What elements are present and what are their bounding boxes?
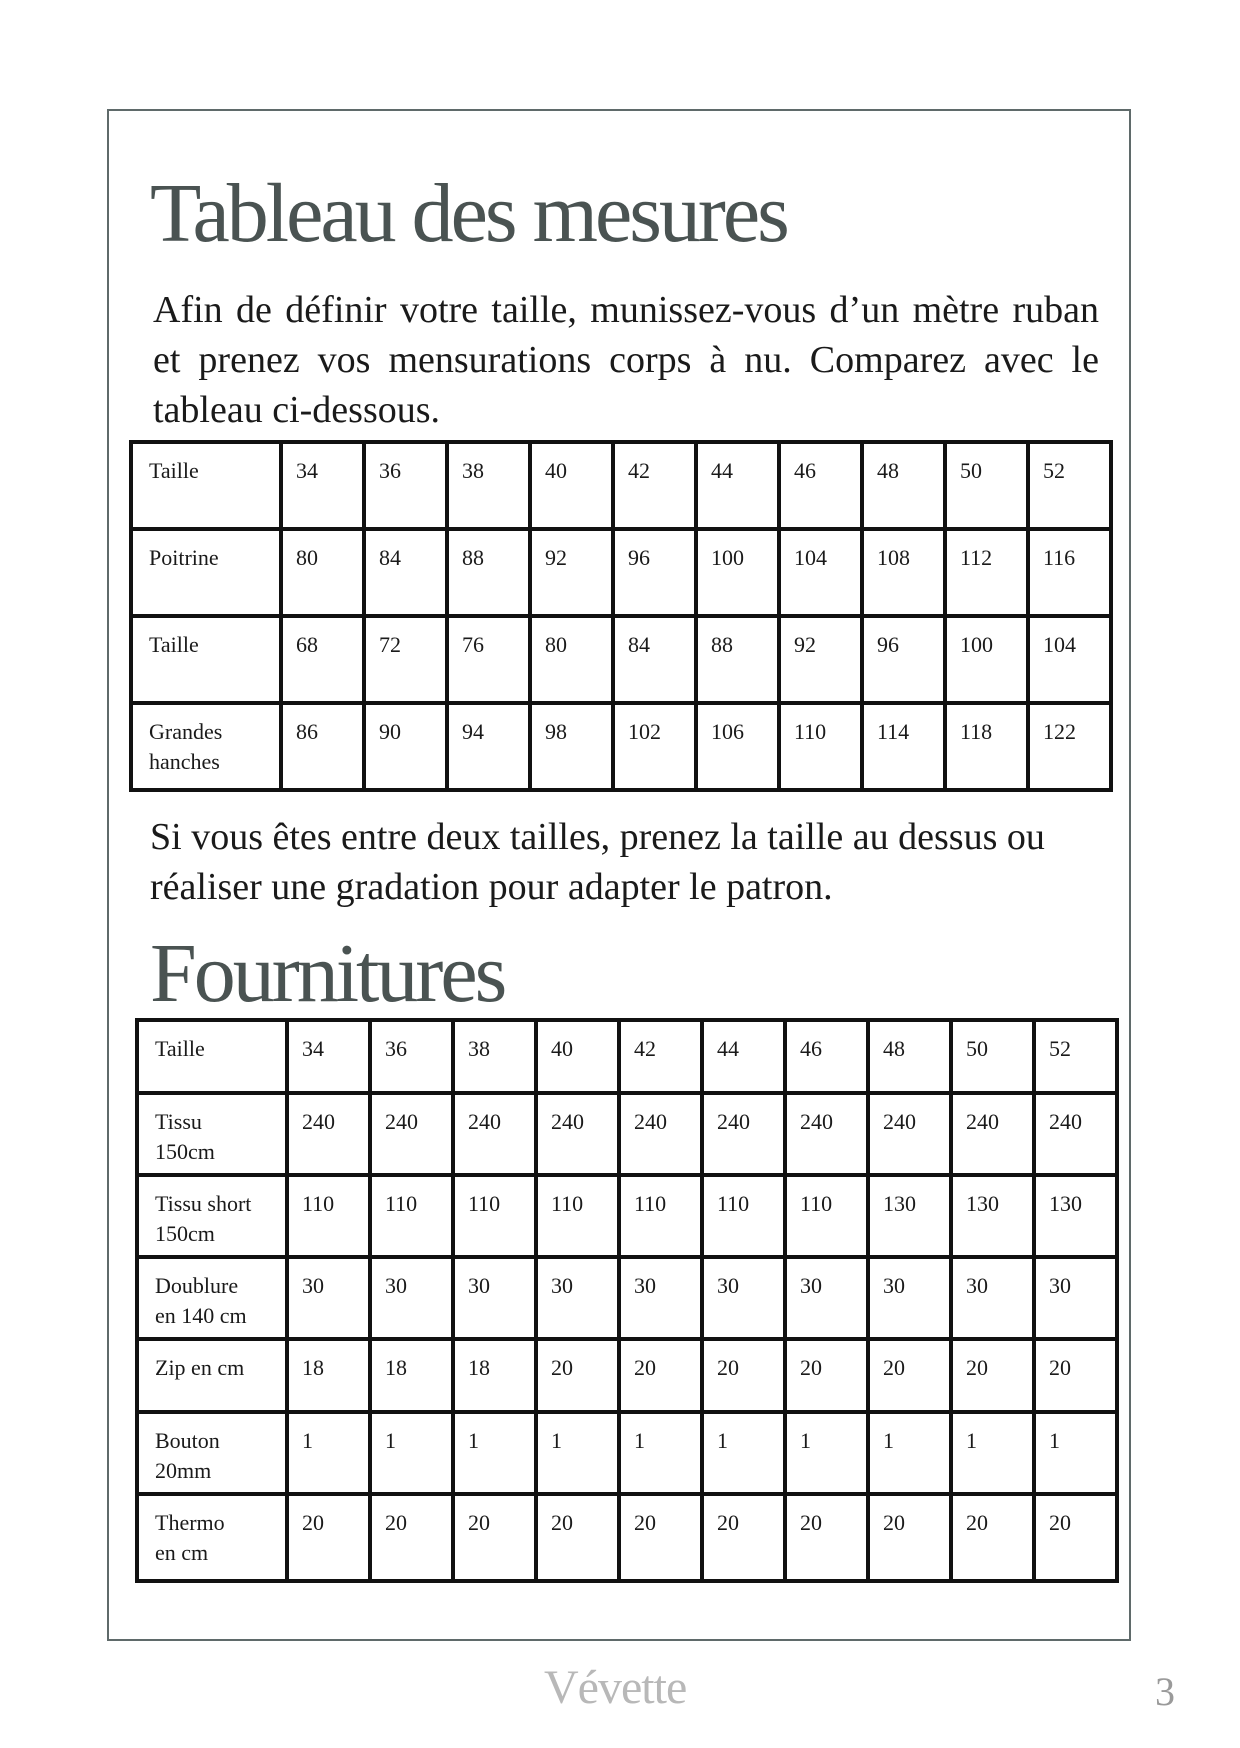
table-cell: 110 — [453, 1175, 536, 1257]
table-cell: 46 — [779, 442, 862, 529]
table-cell: 94 — [447, 703, 530, 790]
table-cell: 1 — [868, 1412, 951, 1494]
table-cell: 30 — [868, 1257, 951, 1339]
row-label: Grandes hanches — [131, 703, 281, 790]
table-cell: 130 — [1034, 1175, 1117, 1257]
table-cell: 30 — [370, 1257, 453, 1339]
table-cell: 20 — [370, 1494, 453, 1581]
table-cell: 52 — [1034, 1020, 1117, 1093]
table-cell: 1 — [1034, 1412, 1117, 1494]
table-cell: 104 — [1028, 616, 1111, 703]
table-cell: 34 — [287, 1020, 370, 1093]
table-cell: 240 — [619, 1093, 702, 1175]
table-cell: 110 — [779, 703, 862, 790]
table-cell: 92 — [530, 529, 613, 616]
table-row — [137, 1020, 1117, 1093]
row-label: Thermo en cm — [137, 1494, 287, 1581]
table-cell: 44 — [696, 442, 779, 529]
table-cell: 42 — [613, 442, 696, 529]
table-cell: 72 — [364, 616, 447, 703]
table-cell: 30 — [287, 1257, 370, 1339]
table-cell: 20 — [536, 1494, 619, 1581]
table-cell: 20 — [951, 1339, 1034, 1412]
table-cell: 90 — [364, 703, 447, 790]
table-cell: 36 — [364, 442, 447, 529]
table-cell: 1 — [785, 1412, 868, 1494]
row-label: Taille — [131, 616, 281, 703]
table-cell: 240 — [702, 1093, 785, 1175]
table-cell: 42 — [619, 1020, 702, 1093]
table-cell: 40 — [536, 1020, 619, 1093]
table-cell: 100 — [696, 529, 779, 616]
table-cell: 96 — [862, 616, 945, 703]
table-cell: 240 — [453, 1093, 536, 1175]
table-cell: 38 — [453, 1020, 536, 1093]
table-cell: 18 — [453, 1339, 536, 1412]
table-cell: 110 — [370, 1175, 453, 1257]
table-cell: 102 — [613, 703, 696, 790]
table-cell: 34 — [281, 442, 364, 529]
table-cell: 1 — [536, 1412, 619, 1494]
row-label: Doublure en 140 cm — [137, 1257, 287, 1339]
table-cell: 48 — [868, 1020, 951, 1093]
table-cell: 110 — [287, 1175, 370, 1257]
table-cell: 240 — [370, 1093, 453, 1175]
table-row — [137, 1412, 1117, 1494]
measurements-title: Tableau des mesures — [150, 167, 787, 260]
table-cell: 114 — [862, 703, 945, 790]
table-cell: 88 — [447, 529, 530, 616]
measurements-table-body — [131, 442, 1111, 790]
table-cell: 112 — [945, 529, 1028, 616]
table-cell: 30 — [951, 1257, 1034, 1339]
table-row — [131, 529, 1111, 616]
table-cell: 30 — [785, 1257, 868, 1339]
measurements-intro: Afin de définir votre taille, munissez-vous d’un mètre ruban et prenez vos mensurations corps à nu. Comparez avec le tableau ci-dessous. — [153, 289, 1099, 431]
table-cell: 84 — [613, 616, 696, 703]
row-label: Zip en cm — [137, 1339, 287, 1412]
table-row — [131, 442, 1111, 529]
row-label: Tissu 150cm — [137, 1093, 287, 1175]
table-cell: 50 — [951, 1020, 1034, 1093]
table-cell: 52 — [1028, 442, 1111, 529]
table-cell: 20 — [453, 1494, 536, 1581]
table-row — [137, 1494, 1117, 1581]
table-row — [137, 1175, 1117, 1257]
table-cell: 118 — [945, 703, 1028, 790]
table-cell: 88 — [696, 616, 779, 703]
table-cell: 80 — [530, 616, 613, 703]
table-cell: 240 — [536, 1093, 619, 1175]
table-cell: 20 — [702, 1494, 785, 1581]
table-cell: 20 — [868, 1494, 951, 1581]
row-label: Taille — [131, 442, 281, 529]
table-cell: 130 — [868, 1175, 951, 1257]
table-cell: 108 — [862, 529, 945, 616]
table-cell: 110 — [619, 1175, 702, 1257]
table-cell: 18 — [287, 1339, 370, 1412]
table-cell: 100 — [945, 616, 1028, 703]
table-cell: 20 — [287, 1494, 370, 1581]
table-cell: 104 — [779, 529, 862, 616]
table-cell: 30 — [536, 1257, 619, 1339]
table-row — [137, 1339, 1117, 1412]
supplies-table-body — [137, 1020, 1117, 1581]
table-cell: 1 — [951, 1412, 1034, 1494]
table-cell: 240 — [785, 1093, 868, 1175]
table-cell: 1 — [370, 1412, 453, 1494]
row-label: Tissu short 150cm — [137, 1175, 287, 1257]
table-cell: 106 — [696, 703, 779, 790]
table-cell: 1 — [619, 1412, 702, 1494]
table-cell: 20 — [536, 1339, 619, 1412]
table-cell: 92 — [779, 616, 862, 703]
table-row — [137, 1257, 1117, 1339]
table-cell: 50 — [945, 442, 1028, 529]
brand-logo: Vévette — [544, 1661, 687, 1714]
table-row — [137, 1093, 1117, 1175]
row-label: Poitrine — [131, 529, 281, 616]
table-cell: 240 — [1034, 1093, 1117, 1175]
table-cell: 20 — [951, 1494, 1034, 1581]
table-cell: 30 — [619, 1257, 702, 1339]
table-cell: 20 — [785, 1339, 868, 1412]
table-cell: 20 — [1034, 1494, 1117, 1581]
table-cell: 1 — [453, 1412, 536, 1494]
table-cell: 240 — [287, 1093, 370, 1175]
table-cell: 20 — [868, 1339, 951, 1412]
table-cell: 46 — [785, 1020, 868, 1093]
table-cell: 116 — [1028, 529, 1111, 616]
row-label: Taille — [137, 1020, 287, 1093]
table-cell: 38 — [447, 442, 530, 529]
table-cell: 96 — [613, 529, 696, 616]
page-number: 3 — [1155, 1669, 1175, 1714]
table-cell: 36 — [370, 1020, 453, 1093]
table-cell: 18 — [370, 1339, 453, 1412]
table-cell: 20 — [702, 1339, 785, 1412]
table-cell: 20 — [619, 1339, 702, 1412]
table-cell: 80 — [281, 529, 364, 616]
table-cell: 84 — [364, 529, 447, 616]
table-cell: 110 — [536, 1175, 619, 1257]
measurements-table — [129, 440, 1113, 792]
size-note: Si vous êtes entre deux tailles, prenez la taille au dessus ou réaliser une gradation pour adapter le patron. — [150, 816, 1045, 908]
row-label: Bouton 20mm — [137, 1412, 287, 1494]
table-cell: 40 — [530, 442, 613, 529]
table-cell: 110 — [702, 1175, 785, 1257]
table-cell: 130 — [951, 1175, 1034, 1257]
table-cell: 86 — [281, 703, 364, 790]
table-cell: 20 — [785, 1494, 868, 1581]
table-cell: 1 — [702, 1412, 785, 1494]
table-cell: 44 — [702, 1020, 785, 1093]
table-cell: 20 — [1034, 1339, 1117, 1412]
table-cell: 98 — [530, 703, 613, 790]
table-cell: 240 — [868, 1093, 951, 1175]
table-cell: 20 — [619, 1494, 702, 1581]
table-cell: 110 — [785, 1175, 868, 1257]
table-cell: 240 — [951, 1093, 1034, 1175]
table-cell: 30 — [702, 1257, 785, 1339]
table-cell: 76 — [447, 616, 530, 703]
table-cell: 122 — [1028, 703, 1111, 790]
table-cell: 68 — [281, 616, 364, 703]
table-cell: 1 — [287, 1412, 370, 1494]
table-row — [131, 616, 1111, 703]
table-cell: 48 — [862, 442, 945, 529]
table-cell: 30 — [1034, 1257, 1117, 1339]
table-row — [131, 703, 1111, 790]
table-cell: 30 — [453, 1257, 536, 1339]
supplies-table — [135, 1018, 1119, 1583]
supplies-title: Fournitures — [150, 927, 505, 1020]
